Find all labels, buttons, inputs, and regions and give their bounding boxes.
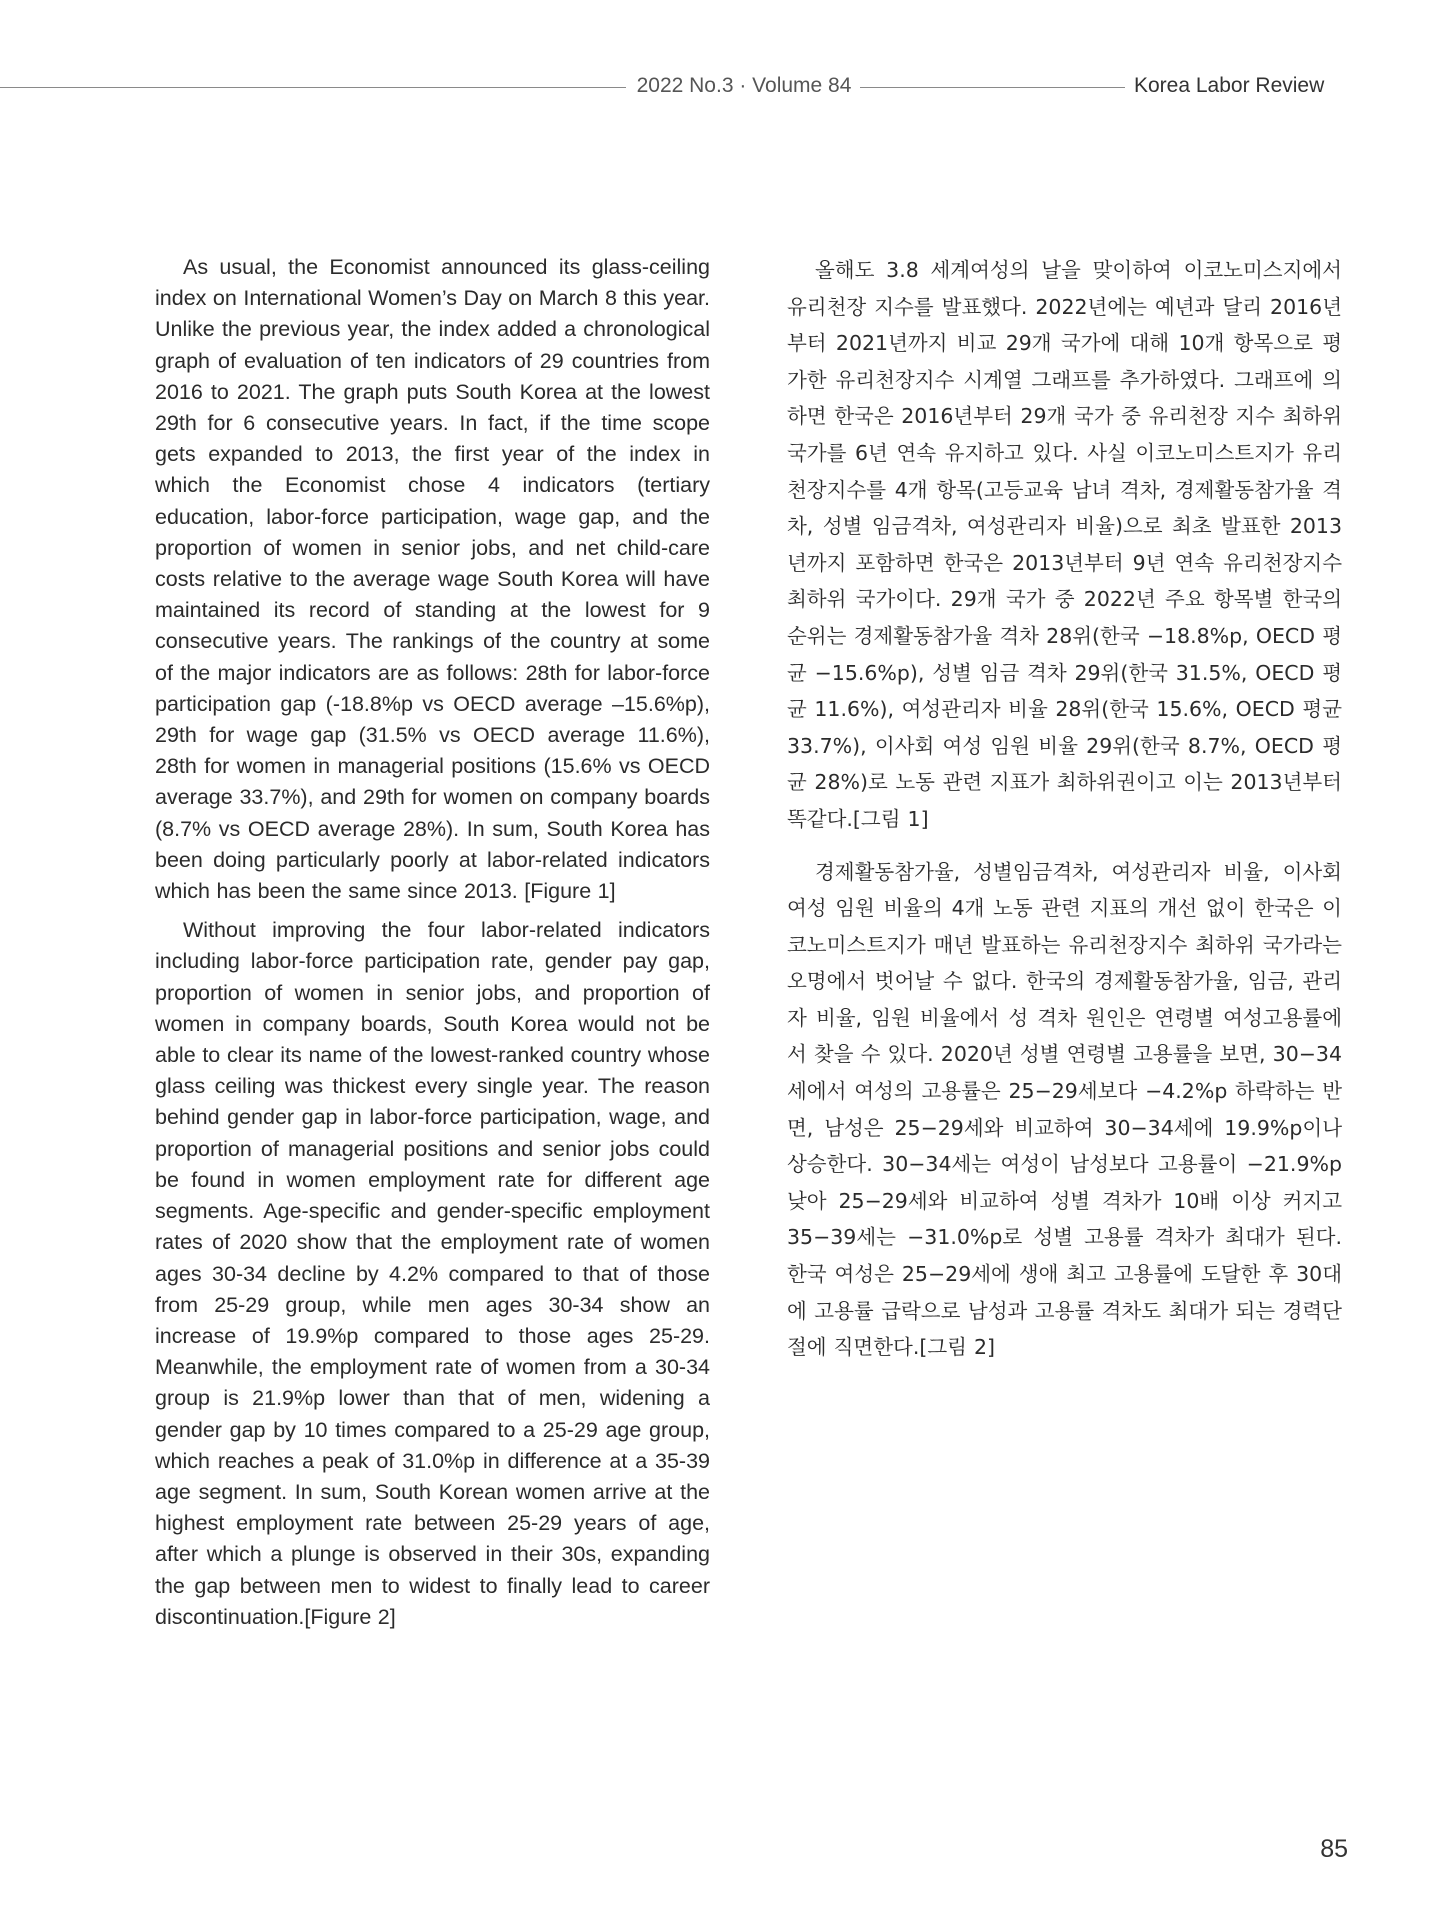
korean-column [787, 252, 1342, 1382]
header-rule-left [0, 87, 626, 88]
english-paragraph-2: Without improving the four labor-related indicators including labor-force participation rate, gender pay gap, proportion of women in senior jobs, and proportion of women in company boards, South Korea would not be able to clear its name of the lowest-ranked country whose glass ceiling was thickest every single year. The reason behind gender gap in labor-force participation, wage, and proportion of managerial positions and senior jobs could be found in women employment rate for different age segments. Age-specific and gender-specific employment rates of 2020 show that the employment rate of women ages 30-34 decline by 4.2% compared to that of those from 25-29 group, while men ages 30-34 show an increase of 19.9%p compared to those ages 25-29. Meanwhile, the employment rate of women from a 30-34 group is 21.9%p lower than that of men, widening a gender gap by 10 times compared to a 25-29 age group, which reaches a peak of 31.0%p in difference at a 35-39 age segment. In sum, South Korean women arrive at the highest employment rate between 25-29 years of age, after which a plunge is observed in their 30s, expanding the gap between men to widest to finally lead to career discontinuation.[Figure 2] [155, 918, 710, 1629]
header-rule-right [860, 87, 1125, 88]
running-header [0, 70, 1431, 106]
issue-label: 2022 No.3 · Volume 84 [636, 74, 852, 97]
english-column [155, 252, 710, 1641]
page-number: 85 [1320, 1835, 1348, 1863]
korean-paragraph-2: 경제활동참가율, 성별임금격차, 여성관리자 비율, 이사회 여성 임원 비율의 4개 노동 관련 지표의 개선 없이 한국은 이코노미스트지가 매년 발표하는 유리천장지수 최하위 국가라는 오명에서 벗어날 수 없다. 한국의 경제활동참가율, 임금, 관리자 비율, 임원 비율에서 성 격차 원인은 연령별 여성고용률에서 찾을 수 있다. 2020년 성별 연령별 고용률을 보면, 30−34세에서 여성의 고용률은 25−29세보다 −4.2%p 하락하는 반면, 남성은 25−29세와 비교하여 30−34세에 19.9%p이나 상승한다. 30−34세는 여성이 남성보다 고용률이 −21.9%p 낮아 25−29세와 비교하여 성별 격차가 10배 이상 커지고 35−39세는 −31.0%p로 성별 고용률 격차가 최대가 된다. 한국 여성은 25−29세에 생애 최고 고용률에 도달한 후 30대에 고용률 급락으로 남성과 고용률 격차도 최대가 되는 경력단절에 직면한다.[그림 2] [787, 859, 1342, 1360]
korean-paragraph-1: 올해도 3.8 세계여성의 날을 맞이하여 이코노미스지에서 유리천장 지수를 발표했다. 2022년에는 예년과 달리 2016년부터 2021년까지 비교 29개 국가에 대해 10개 항목으로 평가한 유리천장지수 시계열 그래프를 추가하였다. 그래프에 의하면 한국은 2016년부터 29개 국가 중 유리천장 지수 최하위 국가를 6년 연속 유지하고 있다. 사실 이코노미스트지가 유리천장지수를 4개 항목(고등교육 남녀 격차, 경제활동참가율 격차, 성별 임금격차, 여성관리자 비율)으로 최초 발표한 2013년까지 포함하면 한국은 2013년부터 9년 연속 유리천장지수 최하위 국가이다. 29개 국가 중 2022년 주요 항목별 한국의 순위는 경제활동참가율 격차 28위(한국 −18.8%p, OECD 평균 −15.6%p), 성별 임금 격차 29위(한국 31.5%, OECD 평균 11.6%), 여성관리자 비율 28위(한국 15.6%, OECD 평균 33.7%), 이사회 여성 임원 비율 29위(한국 8.7%, OECD 평균 28%)로 노동 관련 지표가 최하위권이고 이는 2013년부터 똑같다.[그림 1] [787, 258, 1342, 831]
english-paragraph-1: As usual, the Economist announced its glass-ceiling index on International Women’s Day on March 8 this year. Unlike the previous year, the index added a chronological graph of evaluation of ten indicators of 29 countries from 2016 to 2021. The graph puts South Korea at the lowest 29th for 6 consecutive years. In fact, if the time scope gets expanded to 2013, the first year of the index in which the Economist chose 4 indicators (tertiary education, labor-force participation, wage gap, and the proportion of women in senior jobs, and net child-care costs relative to the average wage South Korea will have maintained its record of standing at the lowest for 9 consecutive years. The rankings of the country at some of the major indicators are as follows: 28th for labor-force participation gap (-18.8%p vs OECD average –15.6%p), 29th for wage gap (31.5% vs OECD average 11.6%), 28th for women in managerial positions (15.6% vs OECD average 33.7%), and 29th for women on company boards (8.7% vs OECD average 28%). In sum, South Korea has been doing particularly poorly at labor-related indicators which has been the same since 2013. [Figure 1] [155, 255, 710, 904]
journal-title: Korea Labor Review [1134, 74, 1325, 97]
